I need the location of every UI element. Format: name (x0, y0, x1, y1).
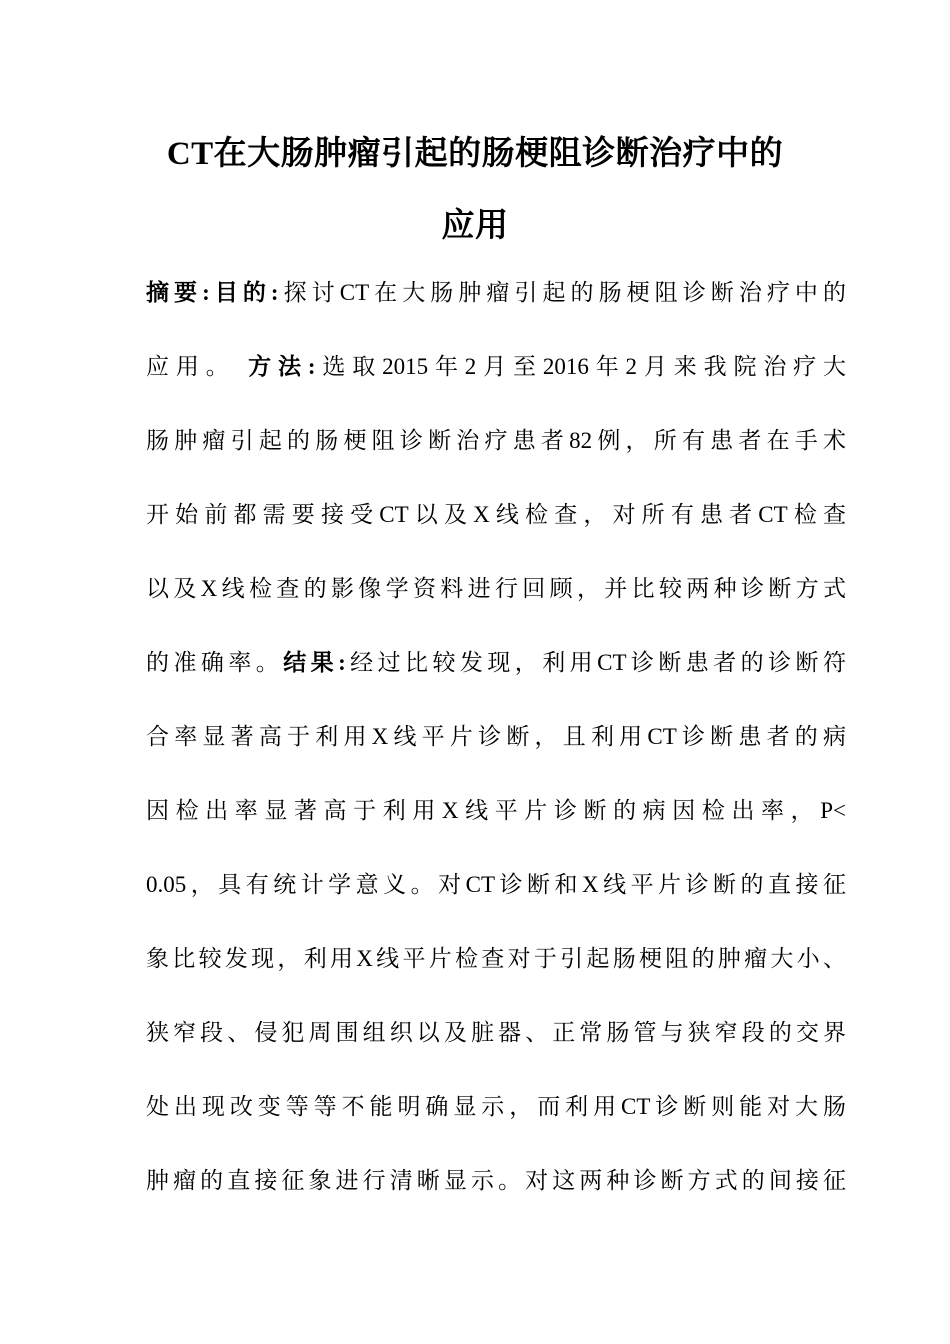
objective-text-end: 应用。 (146, 354, 236, 379)
abstract-line-5: 以及X线检查的影像学资料进行回顾，并比较两种诊断方式 (146, 576, 846, 601)
abstract-line-7: 合率显著高于利用X线平片诊断，且利用CT诊断患者的病 (146, 724, 846, 749)
objective-label: 目的: (209, 280, 279, 305)
methods-text: 选取2015年2月至2016年2月来我院治疗大 (315, 354, 847, 379)
abstract-line-12: 处出现改变等等不能明确显示，而利用CT诊断则能对大肠 (146, 1094, 846, 1119)
abstract-line-10: 象比较发现，利用X线平片检查对于引起肠梗阻的肿瘤大小、 (146, 946, 846, 971)
abstract-line-3: 肠肿瘤引起的肠梗阻诊断治疗患者82例，所有患者在手术 (146, 428, 846, 453)
title-line-1: CT在大肠肿瘤引起的肠梗阻诊断治疗中的 (166, 136, 784, 172)
abstract-line-1 (146, 270, 846, 344)
abstract-line-2 (146, 344, 846, 418)
abstract-line-8: 因检出率显著高于利用X线平片诊断的病因检出率，P< (146, 798, 846, 823)
objective-text: 探讨CT在大肠肿瘤引起的肠梗阻诊断治疗中的 (278, 280, 846, 305)
abstract-line-9: 0.05，具有统计学意义。对CT诊断和X线平片诊断的直接征 (146, 872, 846, 897)
abstract-label: 摘要: (146, 280, 210, 305)
results-text: 经过比较发现，利用CT诊断患者的诊断符 (345, 650, 846, 675)
abstract-line-6 (146, 640, 846, 714)
abstract-line-13: 肿瘤的直接征象进行清晰显示。对这两种诊断方式的间接征 (146, 1168, 846, 1193)
abstract-line-11: 狭窄段、侵犯周围组织以及脏器、正常肠管与狭窄段的交界 (146, 1020, 846, 1045)
title-line-2: 应用 (441, 208, 509, 244)
results-label: 结果: (283, 650, 346, 675)
methods-label: 方法: (248, 354, 316, 379)
abstract-body (146, 270, 846, 1232)
abstract-line-4: 开始前都需要接受CT以及X线检查，对所有患者CT检查 (146, 502, 846, 527)
methods-text-end: 的准确率。 (146, 650, 284, 675)
